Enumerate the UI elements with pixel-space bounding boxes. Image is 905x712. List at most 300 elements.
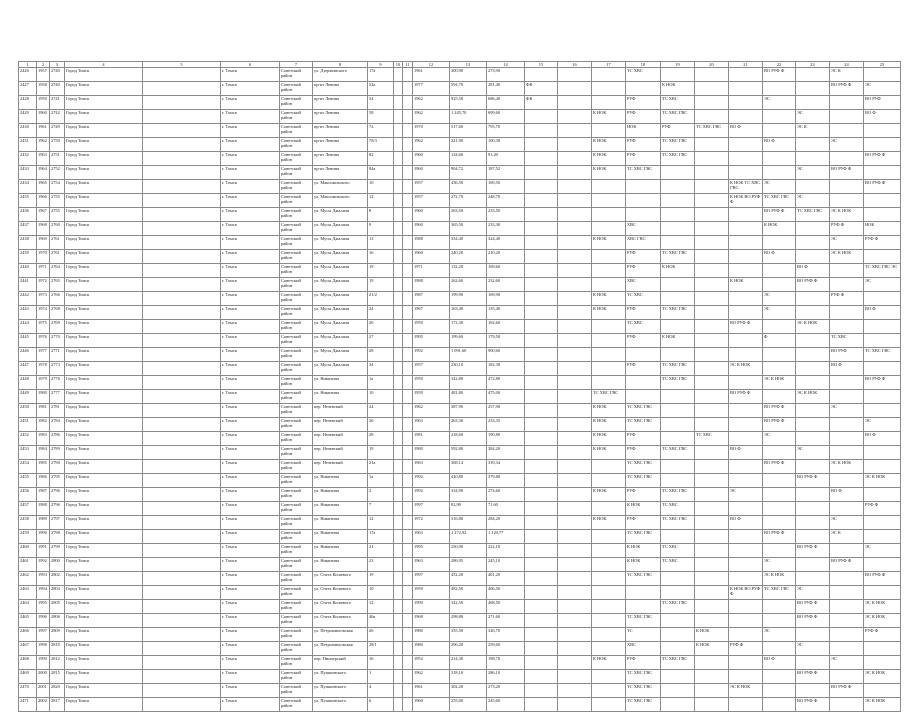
table-cell: ТС ХВС ГВС [592, 390, 626, 404]
table-cell: ЭС К НОК [864, 614, 901, 628]
table-cell [729, 544, 763, 558]
table-cell: Город Томск [65, 530, 143, 544]
table-cell: ЭС К НОК [864, 670, 901, 684]
table-cell [695, 306, 729, 320]
table-cell [403, 292, 413, 306]
table-cell: г. Томск [221, 432, 280, 446]
table-cell: 2429 [19, 110, 37, 124]
table-cell: 452,20 [450, 572, 487, 586]
table-cell: 2458 [19, 516, 37, 530]
table-cell [403, 586, 413, 600]
table-cell [729, 404, 763, 418]
table-cell: Город Томск [65, 572, 143, 586]
table-cell [729, 222, 763, 236]
table-row [19, 642, 901, 656]
table-row [19, 124, 901, 138]
table-cell: 2448 [19, 376, 37, 390]
table-cell [525, 152, 558, 166]
table-cell [864, 684, 901, 698]
table-cell [796, 222, 830, 236]
table-cell: 1961 [413, 68, 450, 82]
table-cell [592, 502, 626, 516]
table-cell: 271,60 [487, 614, 525, 628]
table-cell: 354,40 [450, 236, 487, 250]
table-cell: ЭС [796, 110, 830, 124]
table-cell: г. Томск [221, 418, 280, 432]
table-cell: г. Томск [221, 334, 280, 348]
table-cell [695, 656, 729, 670]
table-cell [403, 404, 413, 418]
table-cell: 1972 [37, 278, 50, 292]
table-cell: ул. Мусы Джалиля [313, 222, 368, 236]
table-cell [864, 488, 901, 502]
table-cell: 316,80 [450, 516, 487, 530]
table-cell: 4 [368, 684, 394, 698]
table-cell [403, 362, 413, 376]
table-cell: 162,60 [487, 320, 525, 334]
table-cell: ул. Никитина [313, 558, 368, 572]
table-cell [763, 362, 796, 376]
table-cell: 255,00 [450, 698, 487, 712]
table-cell: Советский район [280, 124, 313, 138]
table-cell: пр-кт Ленина [313, 96, 368, 110]
table-cell: ТС ХВС ГВС [626, 698, 661, 712]
table-cell: 1960 [413, 222, 450, 236]
table-cell: ВО Ф [796, 264, 830, 278]
table-cell: г. Томск [221, 530, 280, 544]
table-cell [143, 684, 221, 698]
table-cell [864, 194, 901, 208]
table-cell: 1977 [413, 82, 450, 96]
table-cell [558, 698, 592, 712]
table-cell: г. Томск [221, 614, 280, 628]
table-cell [525, 502, 558, 516]
table-cell: ЭС [830, 516, 864, 530]
table-cell: 82 [368, 152, 394, 166]
table-cell: ТС ХВС ГВС [661, 306, 695, 320]
table-cell [796, 432, 830, 446]
table-cell [661, 698, 695, 712]
table-cell [394, 376, 403, 390]
table-cell: Советский район [280, 362, 313, 376]
table-cell [394, 530, 403, 544]
table-cell [695, 558, 729, 572]
table-cell [143, 208, 221, 222]
table-cell [864, 292, 901, 306]
table-cell [695, 446, 729, 460]
table-cell: Советский район [280, 376, 313, 390]
table-cell: 26 [368, 320, 394, 334]
table-cell: ТС ХВС [661, 544, 695, 558]
table-cell: РУФ Ф [729, 642, 763, 656]
table-cell: ВО РУФ Ф [864, 180, 901, 194]
table-cell [626, 600, 661, 614]
table-cell: ул. Мусы Джалиля [313, 278, 368, 292]
table-cell [558, 614, 592, 628]
table-cell [403, 558, 413, 572]
table-cell [525, 642, 558, 656]
table-cell [695, 292, 729, 306]
table-cell: РУФ Ф [830, 222, 864, 236]
table-cell [695, 68, 729, 82]
table-cell: 1981 [413, 432, 450, 446]
table-cell: ТС ХВС ГВС [626, 572, 661, 586]
table-cell: Город Томск [65, 600, 143, 614]
column-number: 25 [864, 62, 901, 68]
table-cell [695, 96, 729, 110]
column-number: 8 [313, 62, 368, 68]
table-cell [864, 68, 901, 82]
table-cell: 1978 [37, 362, 50, 376]
table-cell: 2768 [50, 306, 65, 320]
table-cell [592, 334, 626, 348]
table-cell: ТС ХВС ГВС [661, 138, 695, 152]
table-cell [796, 334, 830, 348]
table-cell: 2810 [50, 642, 65, 656]
table-cell [864, 362, 901, 376]
table-cell: 1 120,77 [487, 530, 525, 544]
table-cell: ТС ХВС [695, 432, 729, 446]
table-cell [403, 348, 413, 362]
table-cell: 78/3 [368, 138, 394, 152]
table-cell [763, 390, 796, 404]
table-cell [796, 292, 830, 306]
table-row [19, 432, 901, 446]
table-row [19, 152, 901, 166]
table-cell: 318,10 [450, 670, 487, 684]
table-cell [796, 502, 830, 516]
table-cell [394, 684, 403, 698]
table-cell: РУФ [661, 124, 695, 138]
table-cell: 1980 [413, 628, 450, 642]
table-cell: Город Томск [65, 264, 143, 278]
table-cell: 2002 [37, 698, 50, 712]
table-cell: ТС ХВС ГВС [763, 194, 796, 208]
table-cell: 84а [368, 166, 394, 180]
table-cell [394, 68, 403, 82]
table-cell: РУФ [626, 152, 661, 166]
table-cell: 2777 [50, 390, 65, 404]
table-cell [830, 264, 864, 278]
table-cell [864, 320, 901, 334]
table-cell: 900,60 [487, 348, 525, 362]
table-cell: 2796 [50, 488, 65, 502]
table-cell [525, 628, 558, 642]
table-cell: 1 [368, 670, 394, 684]
table-cell [796, 460, 830, 474]
table-cell: 2463 [19, 586, 37, 600]
table-cell: ул. Мусы Джалиля [313, 306, 368, 320]
table-cell: 2462 [19, 572, 37, 586]
table-cell [403, 628, 413, 642]
table-cell: 2742 [50, 110, 65, 124]
table-cell [558, 684, 592, 698]
table-cell: Советский район [280, 502, 313, 516]
table-cell [558, 278, 592, 292]
table-cell: 21 [368, 544, 394, 558]
table-cell [143, 376, 221, 390]
table-cell [143, 586, 221, 600]
table-cell [695, 600, 729, 614]
table-cell [763, 670, 796, 684]
table-cell [394, 320, 403, 334]
table-cell [796, 362, 830, 376]
table-cell: Советский район [280, 544, 313, 558]
table-cell: Город Томск [65, 404, 143, 418]
table-cell: Город Томск [65, 362, 143, 376]
table-row [19, 572, 901, 586]
table-cell: ТС ХВС [661, 502, 695, 516]
table-cell: К НОК [592, 488, 626, 502]
table-cell [729, 614, 763, 628]
table-cell: ЭС К НОК [796, 390, 830, 404]
table-cell [796, 530, 830, 544]
table-cell: 482,50 [450, 586, 487, 600]
table-cell: ВО РУФ Ф [864, 572, 901, 586]
table-cell: 2456 [19, 488, 37, 502]
table-cell [558, 68, 592, 82]
table-row [19, 446, 901, 460]
table-cell: 2452 [19, 432, 37, 446]
table-cell: 1992 [413, 474, 450, 488]
table-cell: ВО РУФ Ф [830, 166, 864, 180]
table-cell [558, 586, 592, 600]
table-cell [830, 572, 864, 586]
table-cell [729, 600, 763, 614]
table-cell: 245,10 [487, 558, 525, 572]
table-cell [864, 516, 901, 530]
table-cell: ТС ХВС ГВС [661, 446, 695, 460]
table-cell: Город Томск [65, 334, 143, 348]
table-cell: 1999 [37, 656, 50, 670]
table-cell: пр-кт Ленина [313, 152, 368, 166]
table-cell: 2466 [19, 628, 37, 642]
table-cell: ЭС [763, 306, 796, 320]
table-cell: 2453 [19, 446, 37, 460]
table-cell: ЭС [763, 180, 796, 194]
table-cell: Город Томск [65, 208, 143, 222]
table-cell: 793,70 [487, 124, 525, 138]
table-cell: 1а [368, 474, 394, 488]
table-cell: Советский район [280, 278, 313, 292]
table-cell: Город Томск [65, 222, 143, 236]
table-cell: РУФ [626, 432, 661, 446]
table-cell: 2765 [50, 278, 65, 292]
table-cell [729, 96, 763, 110]
table-cell: Советский район [280, 418, 313, 432]
table-cell: Город Томск [65, 488, 143, 502]
table-cell: 2433 [19, 166, 37, 180]
column-number: 21 [729, 62, 763, 68]
table-cell: К НОК ВО РУФ Ф [729, 586, 763, 600]
table-cell [525, 236, 558, 250]
table-cell: Город Томск [65, 68, 143, 82]
table-cell: РУФ [626, 110, 661, 124]
table-cell [394, 152, 403, 166]
table-cell [394, 516, 403, 530]
table-cell [394, 306, 403, 320]
table-cell: ВО РУФ Ф [796, 614, 830, 628]
table-cell: 1963 [37, 152, 50, 166]
table-cell [695, 110, 729, 124]
table-cell [143, 194, 221, 208]
column-number: 18 [626, 62, 661, 68]
column-number: 11 [403, 62, 413, 68]
table-row [19, 222, 901, 236]
table-cell [864, 642, 901, 656]
table-cell [695, 264, 729, 278]
table-cell: г. Томск [221, 376, 280, 390]
table-cell: 232,60 [487, 278, 525, 292]
table-cell [592, 670, 626, 684]
table-cell [143, 250, 221, 264]
table-cell: ЭС [763, 432, 796, 446]
table-cell: ул. Мусы Джалиля [313, 334, 368, 348]
table-cell [729, 670, 763, 684]
table-cell [695, 376, 729, 390]
table-cell [394, 474, 403, 488]
table-cell: 1957 [413, 362, 450, 376]
table-cell [729, 264, 763, 278]
table-cell: ЭС К НОК [830, 250, 864, 264]
table-cell: ул. Пушкинского [313, 698, 368, 712]
table-cell: 1992 [413, 348, 450, 362]
table-cell [525, 474, 558, 488]
table-cell: 2432 [19, 152, 37, 166]
table-cell [403, 180, 413, 194]
table-cell: 58 [368, 110, 394, 124]
table-cell [525, 306, 558, 320]
column-number: 3 [50, 62, 65, 68]
table-cell [143, 404, 221, 418]
table-cell [394, 488, 403, 502]
table-cell: ул. Никитина [313, 516, 368, 530]
table-cell [729, 82, 763, 96]
table-cell: 2761 [50, 250, 65, 264]
table-cell: Советский район [280, 460, 313, 474]
table-cell: 233,50 [487, 208, 525, 222]
table-cell: 1962 [413, 96, 450, 110]
table-cell [864, 558, 901, 572]
table-cell: ЭС К [796, 124, 830, 138]
table-cell [830, 390, 864, 404]
table-cell: Советский район [280, 558, 313, 572]
table-cell [525, 670, 558, 684]
table-cell: ЭС К НОК [763, 376, 796, 390]
table-cell [525, 544, 558, 558]
table-cell [763, 474, 796, 488]
table-cell: Советский район [280, 684, 313, 698]
table-cell: ЭС [763, 96, 796, 110]
table-cell: 2751 [50, 152, 65, 166]
table-cell: РУФ [626, 138, 661, 152]
table-cell: РУФ Ф [830, 292, 864, 306]
table-cell [695, 474, 729, 488]
table-cell: ул. Мусы Джалиля [313, 362, 368, 376]
table-cell [143, 124, 221, 138]
table-cell [558, 628, 592, 642]
table-cell [403, 278, 413, 292]
table-cell: Город Томск [65, 418, 143, 432]
table-cell: г. Томск [221, 278, 280, 292]
table-cell: Советский район [280, 698, 313, 712]
table-cell [394, 404, 403, 418]
table-cell: ТС ХВС ГВС [626, 404, 661, 418]
table-cell [592, 320, 626, 334]
table-cell [558, 292, 592, 306]
table-cell [592, 642, 626, 656]
table-cell: ул. Мусы Джалиля [313, 236, 368, 250]
table-cell: ТС ХВС [830, 334, 864, 348]
table-cell: Город Томск [65, 474, 143, 488]
table-cell [403, 236, 413, 250]
table-cell: РУФ [626, 488, 661, 502]
table-cell: Советский район [280, 68, 313, 82]
table-cell: Советский район [280, 642, 313, 656]
table-cell: г. Томск [221, 474, 280, 488]
table-cell [864, 586, 901, 600]
table-cell: 1980 [37, 390, 50, 404]
column-number: 13 [450, 62, 487, 68]
table-cell: ВО Ф [763, 138, 796, 152]
table-cell: 1979 [37, 376, 50, 390]
table-cell [763, 110, 796, 124]
table-cell [695, 138, 729, 152]
table-cell [558, 320, 592, 334]
table-cell [830, 544, 864, 558]
table-cell [403, 306, 413, 320]
table-cell: 298,80 [450, 614, 487, 628]
table-cell [525, 334, 558, 348]
table-cell: ВО РУФ Ф [830, 684, 864, 698]
table-cell: Советский район [280, 236, 313, 250]
table-cell [763, 488, 796, 502]
table-cell: ул. Олега Кошевого [313, 614, 368, 628]
table-cell: Советский район [280, 320, 313, 334]
table-cell: ЭС [796, 642, 830, 656]
table-row [19, 376, 901, 390]
table-cell [729, 502, 763, 516]
table-cell: 324,40 [487, 236, 525, 250]
table-cell: 1959 [37, 96, 50, 110]
table-cell: пр-кт Ленина [313, 82, 368, 96]
table-cell [143, 334, 221, 348]
table-cell [763, 320, 796, 334]
table-cell [558, 348, 592, 362]
table-cell: пер. Нечевский [313, 460, 368, 474]
table-cell: Советский район [280, 166, 313, 180]
table-cell: 17а [368, 530, 394, 544]
table-cell: 54 [368, 96, 394, 110]
table-cell [830, 446, 864, 460]
table-cell: 34 [368, 362, 394, 376]
table-cell: 286,10 [487, 670, 525, 684]
table-cell [796, 152, 830, 166]
table-cell: 1989 [37, 516, 50, 530]
table-cell: РУФ [626, 264, 661, 278]
table-cell [558, 124, 592, 138]
table-cell [403, 250, 413, 264]
table-cell: Город Томск [65, 698, 143, 712]
table-cell: ТС ХВС ГВС [626, 614, 661, 628]
table-cell: 19 [368, 278, 394, 292]
table-cell: ТС ХВС ГВС [864, 348, 901, 362]
table-cell: Город Томск [65, 670, 143, 684]
table-cell: 365,50 [450, 222, 487, 236]
table-cell [695, 502, 729, 516]
table-cell: 904,72 [450, 166, 487, 180]
table-cell [592, 362, 626, 376]
